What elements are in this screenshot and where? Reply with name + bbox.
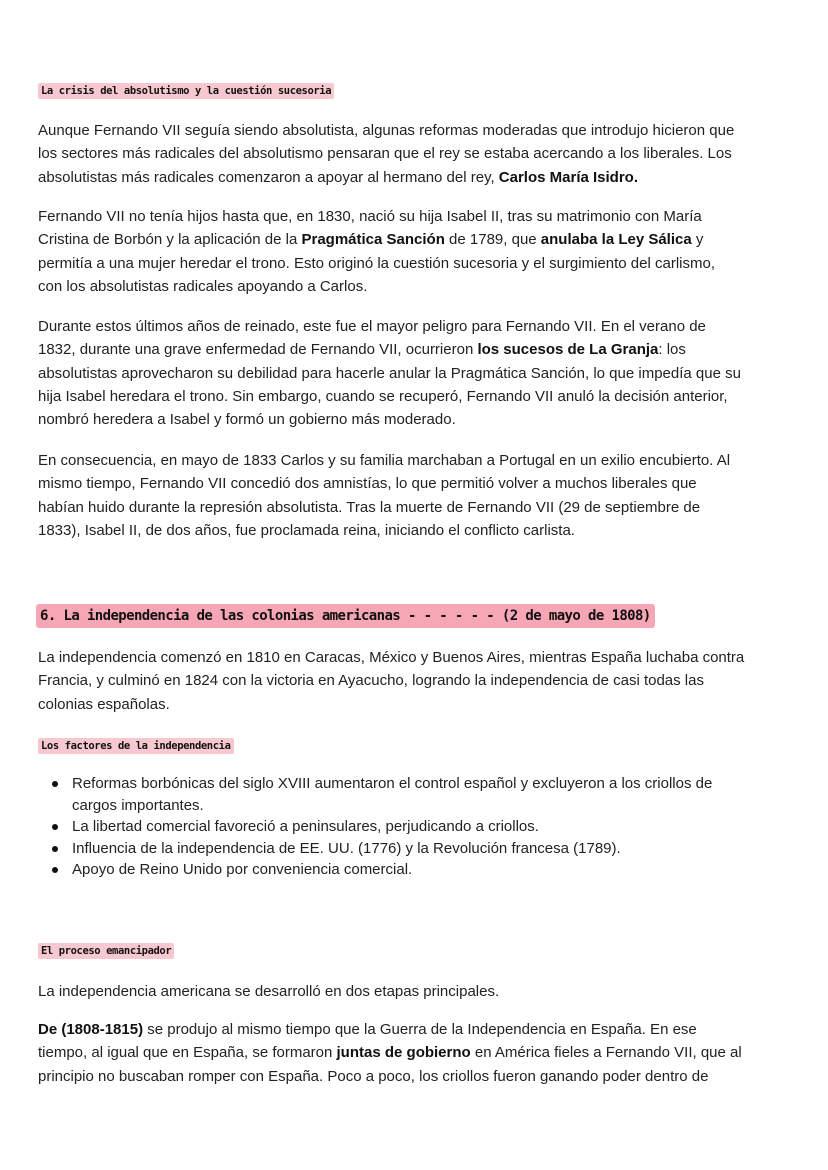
- text-line: 1833), Isabel II, de dos años, fue proclamada reina, iniciando el conflicto carlista.: [38, 521, 575, 539]
- text-run: absolutistas más radicales comenzaron a apoyar al hermano del rey,: [38, 168, 499, 186]
- text-run: Cristina de Borbón y la aplicación de la: [38, 231, 302, 249]
- bold-text: juntas de gobierno: [336, 1044, 471, 1062]
- text-line: Fernando VII no tenía hijos hasta que, en 1830, nació su hija Isabel II, tras su matrimonio con María: [38, 208, 702, 225]
- bold-text: anulaba la Ley Sálica: [540, 231, 692, 249]
- subheading-factores: Los factores de la independencia: [38, 738, 234, 754]
- text-line: Influencia de la independencia de EE. UU. (1776) y la Revolución francesa (1789).: [72, 839, 621, 857]
- text-line: habían huido durante la represión absolutista. Tras la muerte de Fernando VII (29 de septiembre de: [38, 498, 701, 516]
- list-item: [38, 773, 790, 816]
- text-run: en América fieles a Fernando VII, que al: [470, 1044, 742, 1062]
- bold-text: Carlos María Isidro.: [498, 168, 639, 186]
- paragraph-crisis-2: [38, 205, 790, 298]
- text-line: mismo tiempo, Fernando VII concedió dos amnistías, lo que permitió volver a muchos liberales que: [38, 475, 697, 493]
- bold-text: Pragmática Sanción: [301, 231, 445, 249]
- text-line: [38, 1018, 790, 1041]
- text-run: 1832, durante una grave enfermedad de Fernando VII, ocurrieron: [38, 341, 478, 359]
- bold-text: De (1808-1815): [38, 1021, 144, 1038]
- text-line: Aunque Fernando VII seguía siendo absolutista, algunas reformas moderadas que introdujo hicieron que: [38, 122, 735, 139]
- text-line: Durante estos últimos años de reinado, este fue el mayor peligro para Fernando VII. En el verano de: [38, 318, 706, 335]
- section-heading-independencia: 6. La independencia de las colonias americanas - - - - - - (2 de mayo de 1808): [36, 604, 655, 628]
- paragraph-crisis-1: [38, 119, 790, 189]
- paragraph-proceso-intro: [38, 980, 790, 1003]
- text-line: La independencia americana se desarrolló en dos etapas principales.: [38, 983, 500, 1000]
- text-line: cargos importantes.: [72, 796, 204, 814]
- text-line: absolutistas aprovecharon su debilidad para hacerle anular la Pragmática Sanción, lo que impedía que su: [38, 364, 741, 382]
- text-run: tiempo, al igual que en España, se formaron: [38, 1044, 337, 1062]
- list-item: [38, 816, 790, 838]
- text-line: En consecuencia, en mayo de 1833 Carlos y su familia marchaban a Portugal en un exilio encubierto. Al: [38, 452, 731, 469]
- bold-text: los sucesos de La Granja: [477, 341, 659, 359]
- text-line: Reformas borbónicas del siglo XVIII aumentaron el control español y excluyeron a los criollos de: [72, 775, 713, 792]
- text-line: La libertad comercial favoreció a peninsulares, perjudicando a criollos.: [72, 818, 539, 835]
- text-line: con los absolutistas radicales apoyando a Carlos.: [38, 277, 368, 295]
- paragraph-crisis-4: [38, 449, 790, 542]
- text-line: [38, 166, 790, 189]
- bullet-icon: [52, 846, 58, 852]
- subheading-proceso: El proceso emancipador: [38, 943, 174, 959]
- bullet-icon: [52, 867, 58, 873]
- text-line: principio no buscaban romper con España. Poco a poco, los criollos fueron ganando poder dentro de: [38, 1067, 709, 1085]
- text-line: [38, 338, 790, 361]
- text-line: nombró heredera a Isabel y formó un gobierno más moderado.: [38, 411, 456, 429]
- subheading-crisis-absolutismo: La crisis del absolutismo y la cuestión sucesoria: [38, 83, 334, 99]
- text-run: de 1789, que: [444, 231, 541, 249]
- text-line: hija Isabel heredara el trono. Sin embargo, cuando se recuperó, Fernando VII anuló la decisión anterior,: [38, 387, 728, 405]
- bullet-icon: [52, 781, 58, 787]
- list-item: [38, 838, 790, 860]
- text-run: : los: [658, 341, 686, 359]
- text-line: [38, 228, 790, 251]
- text-line: colonias españolas.: [38, 695, 170, 713]
- text-line: los sectores más radicales del absolutismo pensaran que el rey se estaba acercando a los liberales. Los: [38, 145, 732, 163]
- text-line: Francia, y culminó en 1824 con la victoria en Ayacucho, logrando la independencia de casi todas las: [38, 672, 704, 690]
- text-line: La independencia comenzó en 1810 en Caracas, México y Buenos Aires, mientras España luchaba contra: [38, 649, 745, 666]
- text-line: Apoyo de Reino Unido por conveniencia comercial.: [72, 861, 413, 878]
- list-item: [38, 859, 790, 881]
- text-run: se produjo al mismo tiempo que la Guerra de la Independencia en España. En ese: [143, 1021, 697, 1038]
- paragraph-crisis-3: [38, 315, 790, 431]
- paragraph-etapa-1: [38, 1018, 790, 1088]
- text-line: [38, 1041, 790, 1064]
- text-run: y: [691, 231, 704, 249]
- text-line: permitía a una mujer heredar el trono. Esto originó la cuestión sucesoria y el surgimiento del carlismo,: [38, 254, 715, 272]
- paragraph-independencia-intro: [38, 646, 790, 716]
- bullet-icon: [52, 824, 58, 830]
- factores-list: [38, 773, 790, 881]
